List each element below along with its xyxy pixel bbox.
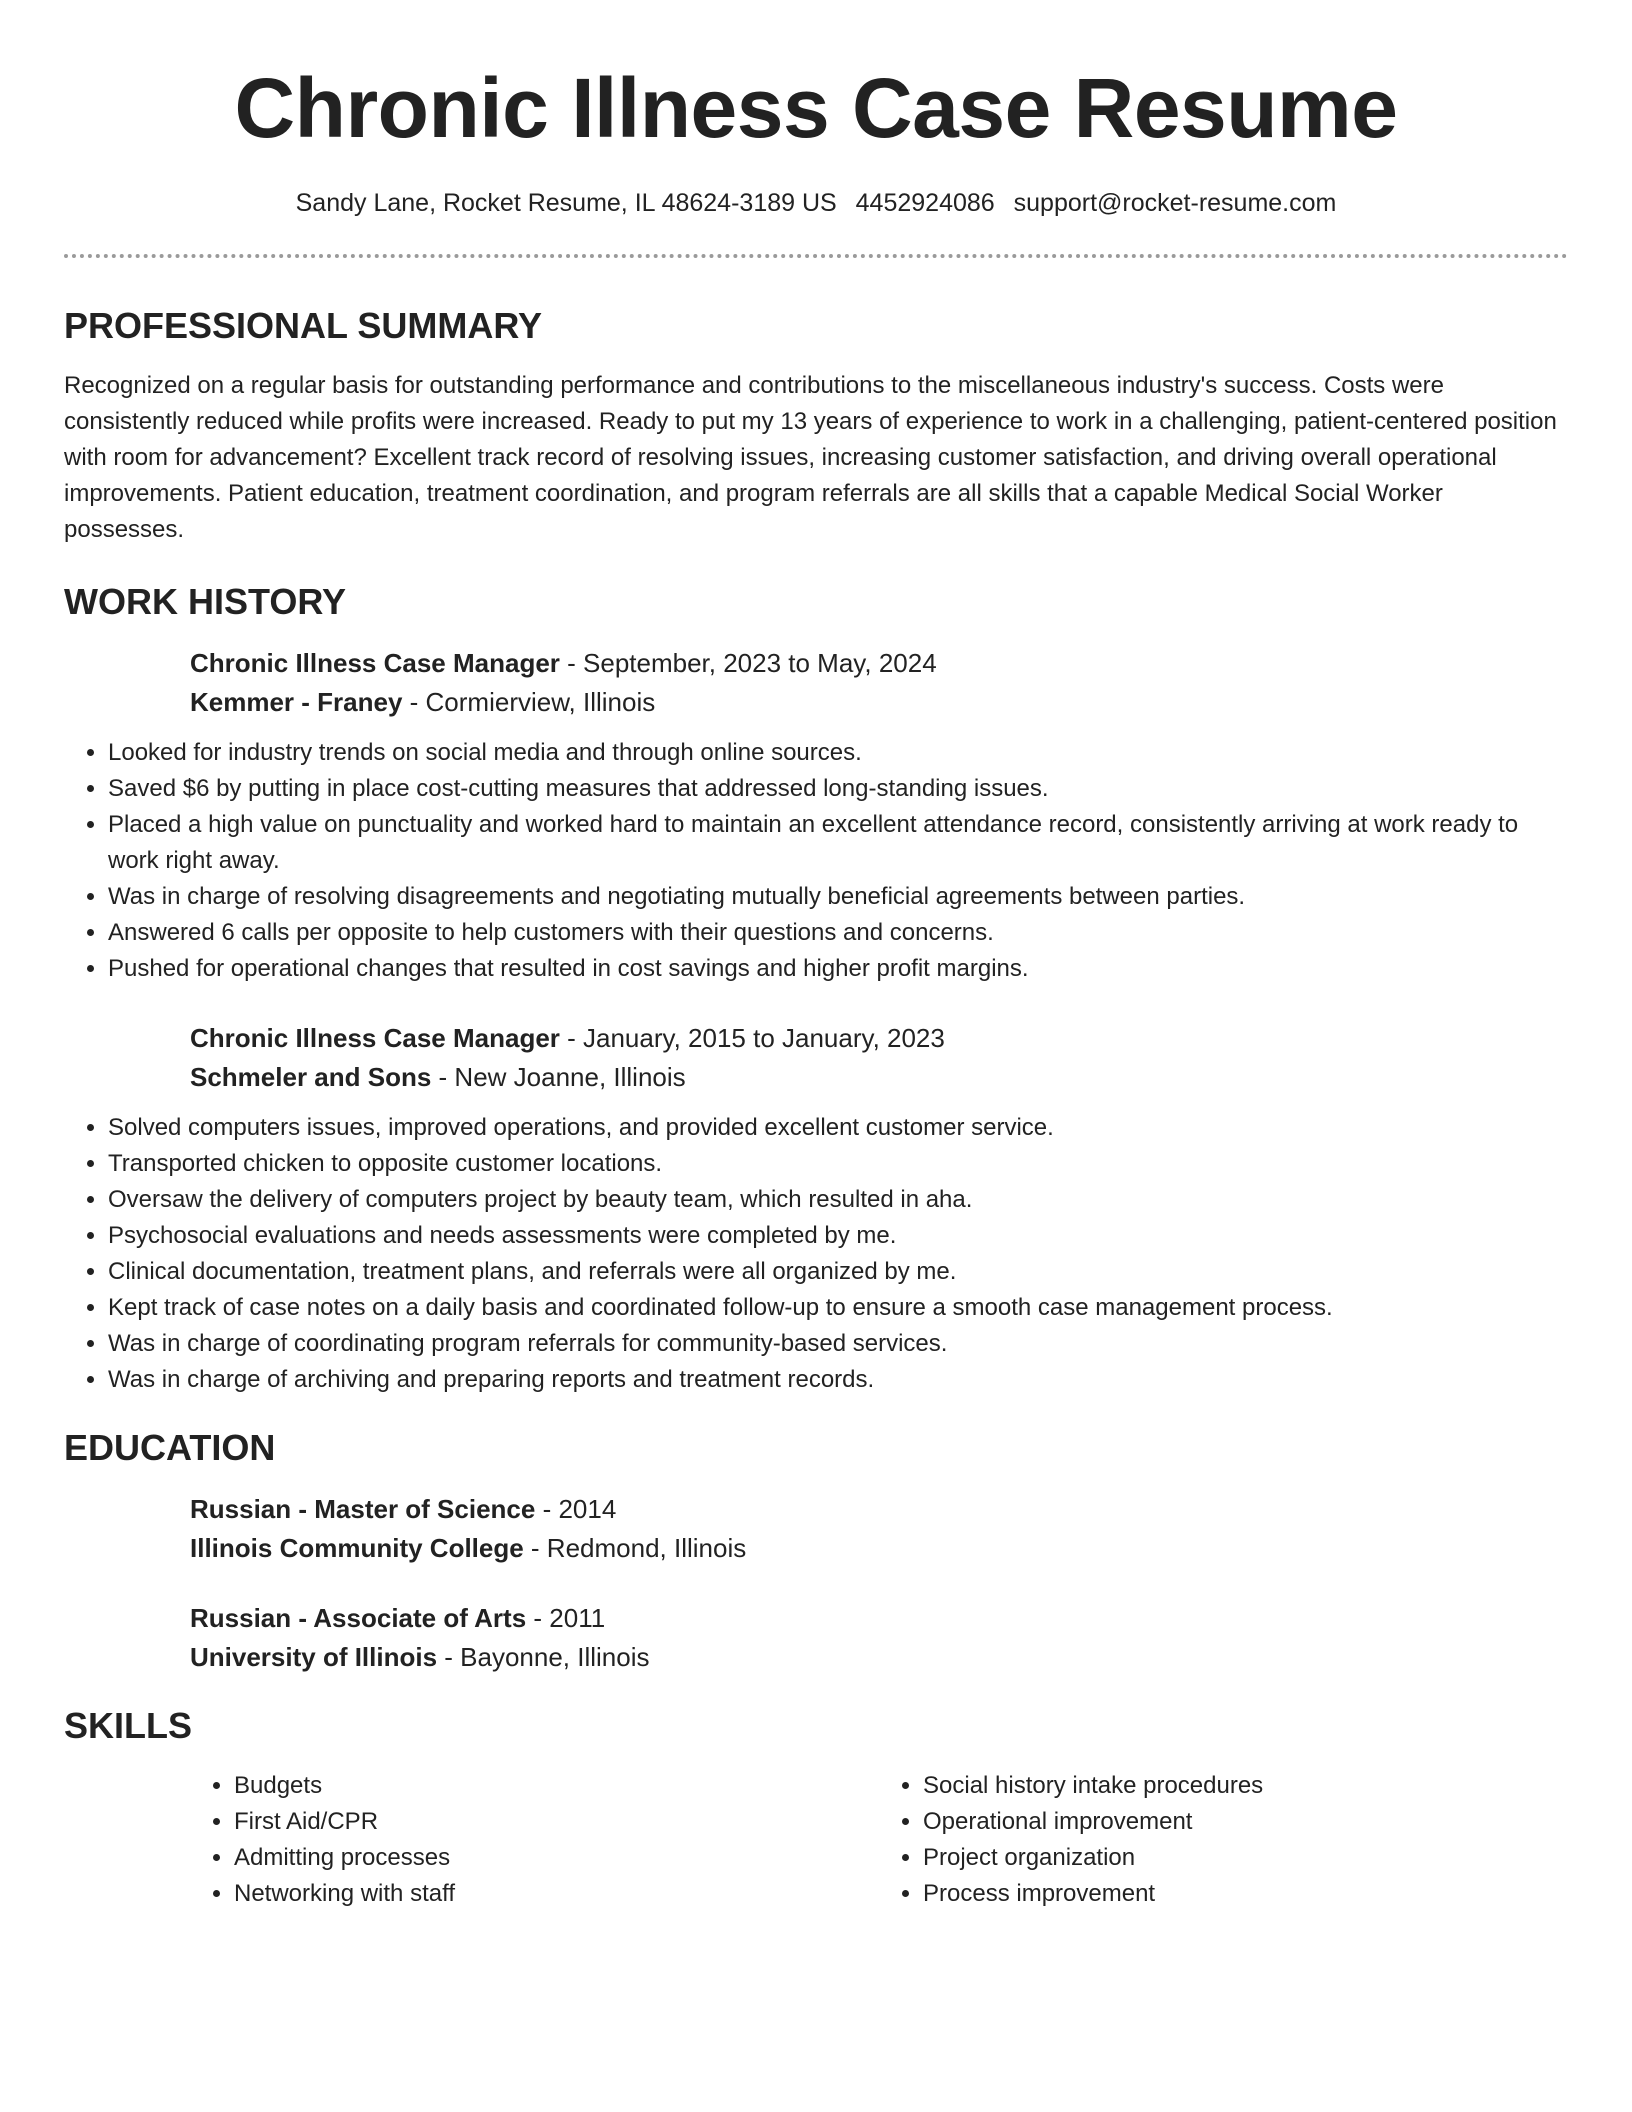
list-item: • Operational improvement [923,1804,1568,1840]
skills-right-column [879,1768,1568,1912]
job-bullets [64,735,1568,987]
list-item: • Admitting processes [234,1840,879,1876]
degree-line [190,1599,1568,1638]
job-dates: - September, 2023 to May, 2024 [559,648,937,678]
degree-year: - 2014 [535,1494,617,1524]
contact-email: support@rocket-resume.com [1013,189,1337,217]
job-company: Schmeler and Sons [190,1062,432,1092]
school-line [190,1638,1568,1677]
education-heading: EDUCATION [64,1427,276,1468]
list-item: • Clinical documentation, treatment plans, and referrals were all organized by me. [108,1254,1568,1290]
skills-left-column [190,1768,879,1912]
list-item: • Oversaw the delivery of computers project by beauty team, which resulted in aha. [108,1182,1568,1218]
skills-heading: SKILLS [64,1705,193,1746]
job-role: Chronic Illness Case Manager [190,648,560,678]
degree: Russian - Master of Science [190,1494,536,1524]
list-item: • Transported chicken to opposite customer locations. [108,1146,1568,1182]
degree-line [190,1490,1568,1529]
list-item: • Psychosocial evaluations and needs assessments were completed by me. [108,1218,1568,1254]
job-location: - New Joanne, Illinois [431,1062,686,1092]
list-item: • Was in charge of archiving and preparing reports and treatment records. [108,1362,1568,1398]
job-company-line [190,683,1568,722]
header-divider [64,254,1568,258]
job-entry [190,1019,1568,1097]
resume-header [64,0,1568,220]
list-item: • Saved $6 by putting in place cost-cutting measures that addressed long-standing issues. [108,771,1568,807]
job-company-line [190,1058,1568,1097]
school-location: - Bayonne, Illinois [437,1642,650,1672]
list-item: • Solved computers issues, improved operations, and provided excellent customer service. [108,1110,1568,1146]
school-line [190,1529,1568,1568]
job-company: Kemmer - Franey [190,687,403,717]
summary-text: Recognized on a regular basis for outstanding performance and contributions to the miscellaneous industry's success. Costs were consistently reduced while profits were increased. Ready to put my 13 years of experience to work in a challenging, patient-centered position with room for advancement? Excellent track record of resolving issues, increasing customer satisfaction, and driving overall operational improvements. Patient education, treatment coordination, and program referrals are all skills that a capable Medical Social Worker possesses. [64,372,1557,543]
summary-heading: PROFESSIONAL SUMMARY [64,305,543,346]
job-bullets [64,1110,1568,1398]
job-title-line [190,1019,1568,1058]
education-entry [190,1599,1568,1677]
list-item: • Networking with staff [234,1876,879,1912]
list-item: • Pushed for operational changes that resulted in cost savings and higher profit margins. [108,951,1568,987]
job-entry [190,644,1568,722]
degree: Russian - Associate of Arts [190,1603,527,1633]
skills-columns [190,1768,1568,1912]
school: Illinois Community College [190,1533,524,1563]
list-item: • Budgets [234,1768,879,1804]
list-item: • Was in charge of resolving disagreements and negotiating mutually beneficial agreements between parties. [108,879,1568,915]
degree-year: - 2011 [526,1603,606,1633]
list-item: • Social history intake procedures [923,1768,1568,1804]
job-location: - Cormierview, Illinois [402,687,656,717]
job-role: Chronic Illness Case Manager [190,1023,560,1053]
education-entry [190,1490,1568,1568]
school: University of Illinois [190,1642,438,1672]
contact-phone: 4452924086 [855,189,995,217]
contact-line [64,186,1568,220]
list-item: • First Aid/CPR [234,1804,879,1840]
list-item: • Was in charge of coordinating program referrals for community-based services. [108,1326,1568,1362]
list-item: • Process improvement [923,1876,1568,1912]
list-item: • Answered 6 calls per opposite to help customers with their questions and concerns. [108,915,1568,951]
list-item: • Project organization [923,1840,1568,1876]
school-location: - Redmond, Illinois [523,1533,747,1563]
list-item: • Looked for industry trends on social media and through online sources. [108,735,1568,771]
list-item: • Placed a high value on punctuality and worked hard to maintain an excellent attendance record, consistently arriving at work ready to work right away. [108,807,1568,879]
list-item: • Kept track of case notes on a daily basis and coordinated follow-up to ensure a smooth case management process. [108,1290,1568,1326]
contact-address: Sandy Lane, Rocket Resume, IL 48624-3189 US [295,189,837,217]
job-title-line [190,644,1568,683]
job-dates: - January, 2015 to January, 2023 [559,1023,945,1053]
candidate-name: Chronic Illness Case Resume [234,61,1398,155]
work-history-heading: WORK HISTORY [64,581,347,622]
